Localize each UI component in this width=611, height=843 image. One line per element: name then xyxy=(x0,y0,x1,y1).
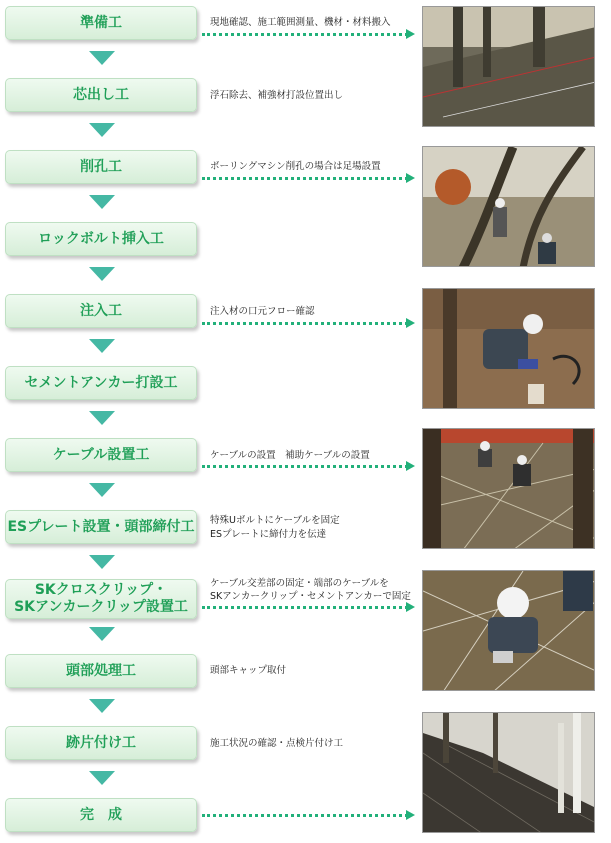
arrowhead-icon xyxy=(406,173,415,183)
step-label: セメントアンカー打設工 xyxy=(24,374,178,391)
step-injection xyxy=(5,294,197,328)
note-drilling: ボーリングマシン削孔の場合は足場設置 xyxy=(210,161,381,172)
flow-arrow-icon xyxy=(89,411,115,425)
note-preparation: 現地確認、施工範囲測量、機材・材料搬入 xyxy=(210,17,391,28)
flow-arrow-icon xyxy=(89,339,115,353)
arrowhead-icon xyxy=(406,29,415,39)
step-completion xyxy=(5,798,197,832)
step-label-line1: SKクロスクリップ・ xyxy=(34,582,168,598)
note-cable: ケーブルの設置 補助ケーブルの設置 xyxy=(210,450,370,461)
step-head-treatment xyxy=(5,654,197,688)
step-sk-clip xyxy=(5,579,197,619)
note-centering: 浮石除去、補強材打設位置出し xyxy=(210,90,344,101)
step-preparation xyxy=(5,6,197,40)
arrowhead-icon xyxy=(406,810,415,820)
note-sk-clip-line2: SKアンカークリップ・セメントアンカーで固定 xyxy=(210,591,411,602)
flow-arrow-icon xyxy=(89,771,115,785)
step-cleanup xyxy=(5,726,197,760)
step-label: ケーブル設置工 xyxy=(52,446,150,463)
photo-cable-installation xyxy=(422,428,595,549)
step-label: 芯出し工 xyxy=(73,86,129,103)
photo-injection xyxy=(422,288,595,409)
dotted-connector xyxy=(202,606,408,609)
dotted-connector xyxy=(202,33,408,36)
note-head-treatment: 頭部キャップ取付 xyxy=(210,665,287,676)
step-label-line2: SKアンカークリップ設置工 xyxy=(14,599,188,615)
step-cable-installation xyxy=(5,438,197,472)
flow-arrow-icon xyxy=(89,195,115,209)
arrowhead-icon xyxy=(406,602,415,612)
photo-sk-clip-installation xyxy=(422,570,595,691)
step-es-plate xyxy=(5,510,197,544)
step-drilling xyxy=(5,150,197,184)
flow-arrow-icon xyxy=(89,267,115,281)
flow-arrow-icon xyxy=(89,555,115,569)
step-label: 頭部処理工 xyxy=(66,662,136,679)
note-sk-clip-line1: ケーブル交差部の固定・端部のケーブルを xyxy=(210,578,389,589)
dotted-connector xyxy=(202,465,408,468)
step-rockbolt-insertion xyxy=(5,222,197,256)
flow-arrow-icon xyxy=(89,123,115,137)
dotted-connector xyxy=(202,177,408,180)
note-es-plate-line1: 特殊Uボルトにケーブルを固定 xyxy=(210,515,340,526)
step-centering xyxy=(5,78,197,112)
flow-arrow-icon xyxy=(89,627,115,641)
step-label: ロックボルト挿入工 xyxy=(38,230,164,247)
note-cleanup: 施工状況の確認・点検片付け工 xyxy=(210,738,344,749)
arrowhead-icon xyxy=(406,461,415,471)
dotted-connector xyxy=(202,814,408,817)
arrowhead-icon xyxy=(406,318,415,328)
flow-arrow-icon xyxy=(89,51,115,65)
step-label: 準備工 xyxy=(80,14,122,31)
dotted-connector xyxy=(202,322,408,325)
step-label: 跡片付け工 xyxy=(66,734,136,751)
note-es-plate-line2: ESプレートに締付力を伝達 xyxy=(210,529,327,540)
step-cement-anchor xyxy=(5,366,197,400)
photo-drilling xyxy=(422,146,595,267)
step-label: 削孔工 xyxy=(80,158,122,175)
step-label: 注入工 xyxy=(80,302,122,319)
photo-preparation-site xyxy=(422,6,595,127)
step-label: ESプレート設置・頭部締付工 xyxy=(7,518,195,535)
note-injection: 注入材の口元フロー確認 xyxy=(210,306,315,317)
step-label: 完 成 xyxy=(80,806,122,823)
flow-arrow-icon xyxy=(89,483,115,497)
photo-completion xyxy=(422,712,595,833)
flow-arrow-icon xyxy=(89,699,115,713)
